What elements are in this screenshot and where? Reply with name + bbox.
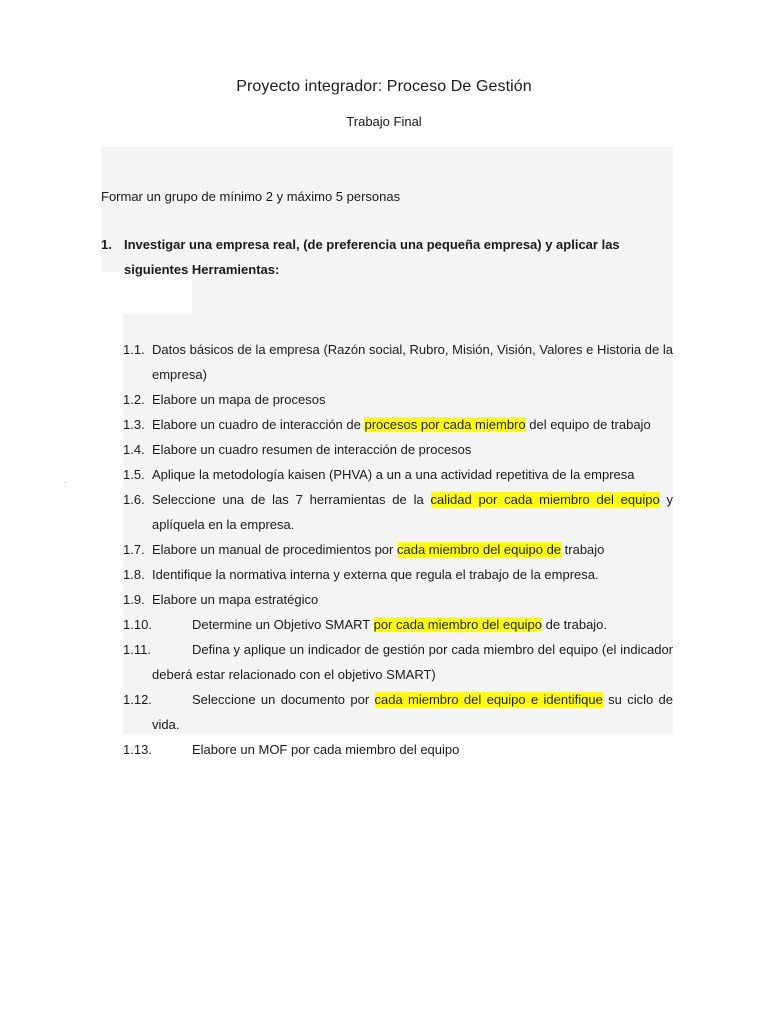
list-item-number: 1.12. [123, 692, 152, 707]
list-item-number: 1.11. [123, 642, 151, 657]
list-item-text [152, 687, 673, 737]
list-item-text-part: Elabore un cuadro de interacción de [152, 417, 365, 432]
intro-text: Formar un grupo de mínimo 2 y máximo 5 personas [101, 189, 401, 204]
section-text: Investigar una empresa real, (de preferencia una pequeña empresa) y aplicar las siguientes Herramientas: [124, 237, 620, 277]
list-item [123, 587, 673, 612]
list-item-number: 1.3. [123, 417, 145, 432]
list-item [123, 487, 673, 537]
highlighted-text: cada miembro del equipo de [396, 542, 562, 557]
list-item-number: 1.4. [123, 442, 145, 457]
list-item [123, 612, 673, 637]
list-item-text [152, 337, 673, 387]
list-item-text [152, 612, 673, 637]
list-item-text [152, 437, 673, 462]
list-item [123, 562, 673, 587]
list-item [123, 637, 673, 687]
highlighted-text: por cada miembro del equipo [373, 617, 542, 632]
list-item-number: 1.5. [123, 467, 145, 482]
list-item-text-part: Datos básicos de la empresa (Razón social, Rubro, Misión, Visión, Valores e Historia de la empresa) [152, 342, 673, 382]
list-item [123, 437, 673, 462]
document-subtitle: Trabajo Final [346, 114, 422, 129]
list-item-number: 1.2. [123, 392, 145, 407]
list-item-number: 1.1. [123, 342, 145, 357]
list-item-text-part: del equipo de trabajo [525, 417, 651, 432]
task-list [123, 337, 673, 762]
list-item [123, 737, 673, 762]
list-item-number: 1.10. [123, 617, 152, 632]
list-item-text-part: Determine un Objetivo SMART [192, 617, 374, 632]
list-item-text [152, 487, 673, 537]
list-item [123, 687, 673, 737]
document-title: Proyecto integrador: Proceso De Gestión [236, 78, 532, 95]
list-item-number: 1.13. [123, 742, 152, 757]
list-item-text-part: Elabore un cuadro resumen de interacción de procesos [152, 442, 472, 457]
highlighted-text: calidad por cada miembro del equipo [430, 492, 660, 507]
list-item-text-part: Aplique la metodología kaisen (PHVA) a un a una actividad repetitiva de la empresa [152, 467, 635, 482]
list-item-text-part: Identifique la normativa interna y externa que regula el trabajo de la empresa. [152, 567, 599, 582]
list-item-text [152, 637, 673, 687]
list-item-text [152, 412, 673, 437]
highlighted-text: cada miembro del equipo e identifique [374, 692, 603, 707]
list-item [123, 412, 673, 437]
list-item-text-part: Elabore un MOF por cada miembro del equipo [192, 742, 460, 757]
list-item-text-part: Elabore un manual de procedimientos por [152, 542, 397, 557]
list-item-text-part: su ciclo de vida. [152, 692, 673, 732]
list-item-text-part: trabajo [561, 542, 605, 557]
list-item-text [152, 737, 673, 762]
list-item-text-part: y aplíquela en la empresa. [152, 492, 673, 532]
list-item-number: 1.7. [123, 542, 145, 557]
list-item [123, 387, 673, 412]
list-item-text-part: Elabore un mapa estratégico [152, 592, 319, 607]
list-item-text [152, 387, 673, 412]
highlighted-text: procesos por cada miembro [364, 417, 526, 432]
list-item-text [152, 537, 673, 562]
list-item-text-part: Seleccione un documento por [192, 692, 375, 707]
list-item-text-part: Elabore un mapa de procesos [152, 392, 326, 407]
list-item-text-part: Seleccione una de las 7 herramientas de la [152, 492, 431, 507]
list-item-number: 1.6. [123, 492, 145, 507]
list-item [123, 537, 673, 562]
list-item-text-part: Defina y aplique un indicador de gestión por cada miembro del equipo (el indicador deberá estar relacionado con el objetivo SMART) [152, 642, 673, 682]
section-heading [101, 232, 661, 282]
list-item-text [152, 587, 673, 612]
stray-mark: . [64, 476, 67, 485]
list-item [123, 462, 673, 487]
list-item-number: 1.9. [123, 592, 145, 607]
list-item-text [152, 562, 673, 587]
section-number: 1. [101, 237, 112, 252]
list-item-text [152, 462, 673, 487]
list-item-number: 1.8. [123, 567, 145, 582]
list-item-text-part: de trabajo. [541, 617, 608, 632]
list-item [123, 337, 673, 387]
